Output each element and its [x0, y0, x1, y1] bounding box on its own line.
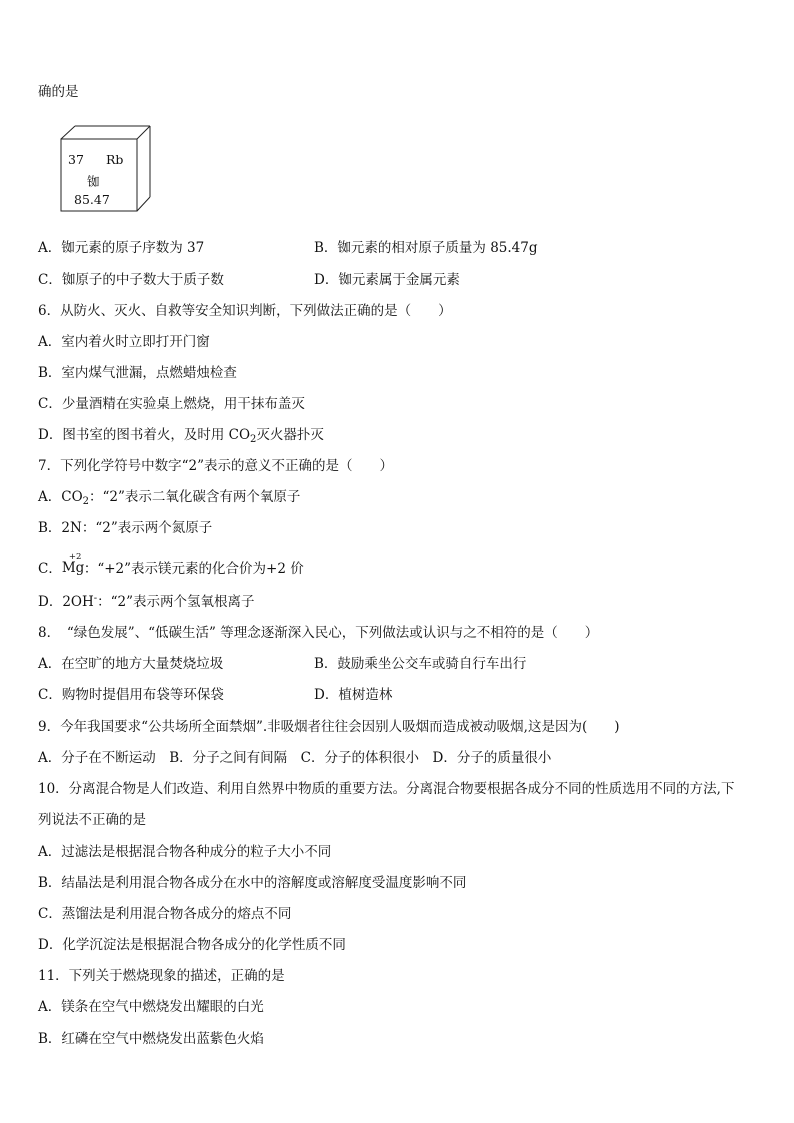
element-card-rubidium [60, 125, 152, 213]
q5-option-c: C．铷原子的中子数大于质子数 [38, 272, 224, 288]
q5-option-b: B．铷元素的相对原子质量为 85.47g [314, 240, 538, 256]
q7-option-d [38, 593, 255, 611]
q7-option-a-text-end: ：“2”表示二氧化碳含有两个氧原子 [89, 489, 301, 505]
q6-option-b: B．室内煤气泄漏，点燃蜡烛检查 [38, 365, 237, 381]
valence-notation [61, 552, 85, 576]
q9-stem: 9．今年我国要求“公共场所全面禁烟”.非吸烟者往往会因别人吸烟而造成被动吸烟,这是因为( ) [38, 719, 620, 735]
q6-option-c: C．少量酒精在实验桌上燃烧，用干抹布盖灭 [38, 396, 305, 412]
q10-option-b: B．结晶法是利用混合物各成分在水中的溶解度或溶解度受温度影响不同 [38, 875, 467, 891]
q6-option-d-text-end: 灭火器扑灭 [256, 427, 324, 443]
q7-option-a-text: A．CO [38, 489, 83, 505]
q9-options: A．分子在不断运动 B．分子之间有间隔 C．分子的体积很小 D．分子的质量很小 [38, 750, 552, 766]
q10-option-c: C．蒸馏法是利用混合物各成分的熔点不同 [38, 906, 292, 922]
q7-option-a [38, 488, 300, 506]
q7-stem: 7．下列化学符号中数字“2”表示的意义不正确的是（ ） [38, 458, 393, 474]
q8-option-a: A．在空旷的地方大量焚烧垃圾 [38, 656, 224, 672]
q8-stem: 8． “绿色发展”、“低碳生活” 等理念逐渐深入民心，下列做法或认识与之不相符的是（ ） [38, 625, 599, 641]
q7-option-c-label: C． [38, 561, 62, 577]
q6-option-a: A．室内着火时立即打开门窗 [38, 334, 210, 350]
q7-option-c-text: ：“+2”表示镁元素的化合价为+2 价 [83, 561, 304, 577]
element-symbol: Rb [106, 152, 124, 167]
q8-option-c: C．购物时提倡用布袋等环保袋 [38, 687, 224, 703]
atomic-mass: 85.47 [74, 192, 110, 207]
q5-option-d: D．铷元素属于金属元素 [314, 272, 460, 288]
q5-option-a: A．铷元素的原子序数为 37 [38, 240, 205, 256]
subscript: 2 [250, 434, 257, 445]
q7-option-c [38, 552, 304, 578]
superscript: - [93, 593, 98, 604]
q7-option-b: B．2N：“2”表示两个氮原子 [38, 520, 213, 536]
q10-option-a: A．过滤法是根据混合物各种成分的粒子大小不同 [38, 844, 332, 860]
subscript: 2 [82, 496, 90, 507]
q6-stem: 6．从防火、灭火、自救等安全知识判断，下列做法正确的是（ ） [38, 303, 452, 319]
valence-number: +2 [68, 552, 82, 562]
q6-option-d [38, 426, 324, 444]
q10-stem-line1: 10．分离混合物是人们改造、利用自然界中物质的重要方法。分离混合物要根据各成分不同的性质选用不同的方法,下 [38, 781, 735, 797]
q11-option-a: A．镁条在空气中燃烧发出耀眼的白光 [38, 999, 264, 1015]
q8-option-d: D．植树造林 [314, 687, 393, 703]
q11-stem: 11．下列关于燃烧现象的描述，正确的是 [38, 968, 285, 984]
q7-option-d-text: D．2OH [38, 594, 94, 610]
valence-symbol: Mg [61, 560, 85, 576]
question-intro-tail: 确的是 [38, 84, 79, 100]
q11-option-b: B．红磷在空气中燃烧发出蓝紫色火焰 [38, 1031, 264, 1047]
element-name: 铷 [87, 174, 100, 189]
q10-stem-line2: 列说法不正确的是 [38, 812, 146, 828]
atomic-number: 37 [68, 152, 84, 167]
q8-option-b: B．鼓励乘坐公交车或骑自行车出行 [314, 656, 527, 672]
q10-option-d: D．化学沉淀法是根据混合物各成分的化学性质不同 [38, 937, 346, 953]
q7-option-d-text-end: ：“2”表示两个氢氧根离子 [97, 594, 255, 610]
q6-option-d-text: D．图书室的图书着火，及时用 CO [38, 427, 251, 443]
